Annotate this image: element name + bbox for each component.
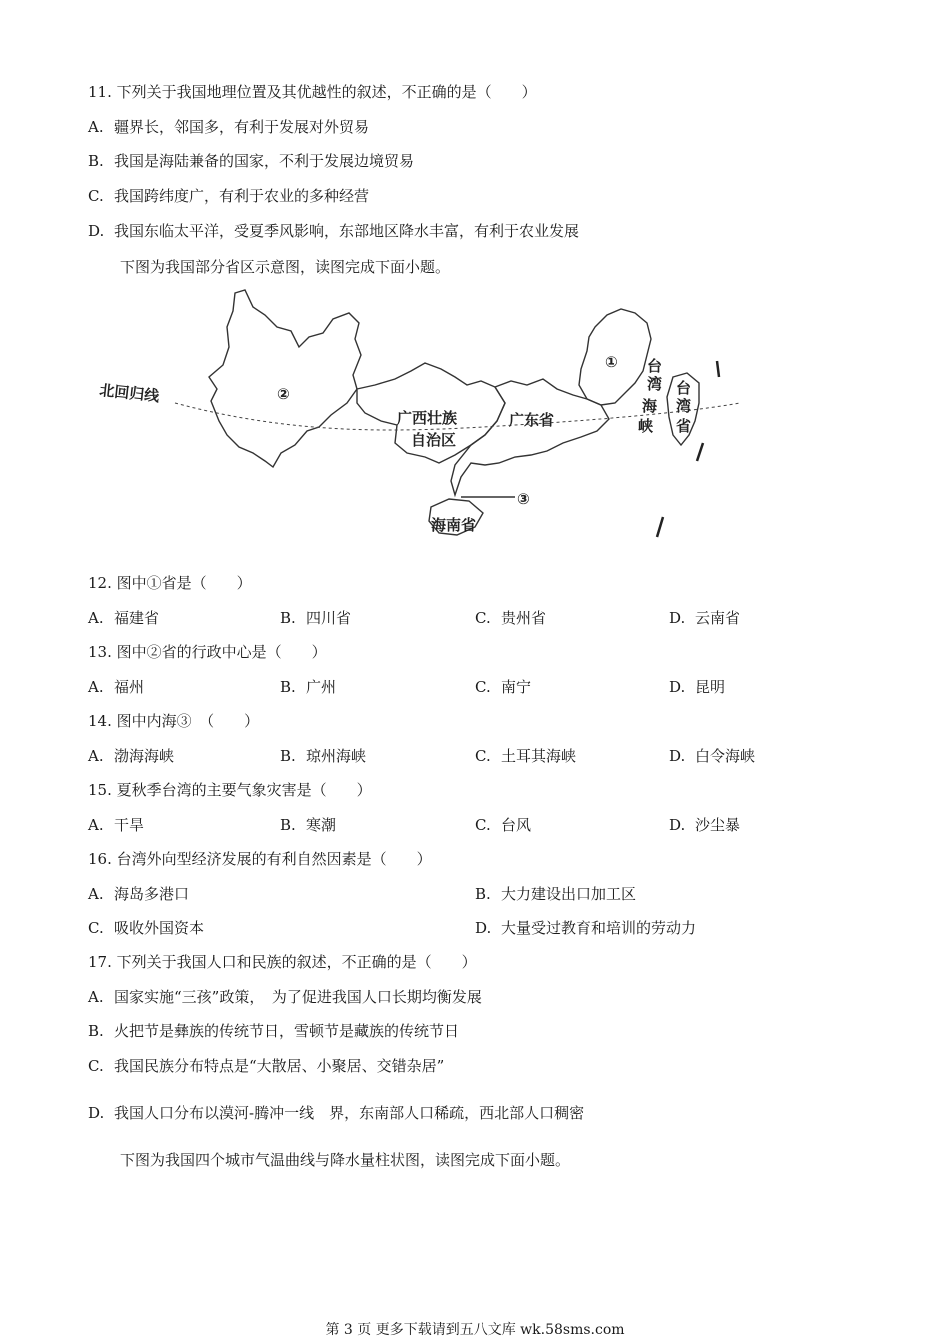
q12-option-b: B. 四川省 xyxy=(280,609,352,627)
q13-option-c: C. 南宁 xyxy=(475,678,532,696)
svg-text:省: 省 xyxy=(676,417,692,435)
guangxi-label-1: 广西壮族 xyxy=(397,409,458,427)
svg-text:台: 台 xyxy=(647,357,663,375)
q12-stem: 12. 图中①省是（ ） xyxy=(88,574,252,592)
marker-3-label: ③ xyxy=(517,490,530,508)
q11-stem: 11. 下列关于我国地理位置及其优越性的叙述，不正确的是（ ） xyxy=(88,83,537,101)
q15-option-b: B. 寒潮 xyxy=(280,816,337,834)
province-2-label: ② xyxy=(277,385,290,403)
svg-text:湾: 湾 xyxy=(676,397,692,415)
map-intro: 下图为我国部分省区示意图，读图完成下面小题。 xyxy=(120,258,451,276)
guangdong-label: 广东省 xyxy=(509,411,555,429)
q12-option-a: A. 福建省 xyxy=(88,609,160,627)
province-2-outline xyxy=(209,290,361,467)
q11-option-c: C. 我国跨纬度广，有利于农业的多种经营 xyxy=(88,187,370,205)
q17-option-c: C. 我国民族分布特点是“大散居、小聚居、交错杂居” xyxy=(88,1057,445,1075)
island-mark-2 xyxy=(697,443,703,461)
q12-option-d: D. 云南省 xyxy=(669,609,741,627)
island-mark-3 xyxy=(657,517,663,537)
taiwan-strait-label xyxy=(638,357,662,435)
guangxi-label-2: 自治区 xyxy=(411,431,457,449)
q13-stem: 13. 图中②省的行政中心是（ ） xyxy=(88,643,327,661)
q16-option-d: D. 大量受过教育和培训的劳动力 xyxy=(475,919,697,937)
q16-stem: 16. 台湾外向型经济发展的有利自然因素是（ ） xyxy=(88,850,432,868)
q14-option-d: D. 白令海峡 xyxy=(669,747,756,765)
island-mark-1 xyxy=(717,361,719,377)
q13-option-a: A. 福州 xyxy=(88,678,145,696)
q17-option-b: B. 火把节是彝族的传统节日，雪顿节是藏族的传统节日 xyxy=(88,1022,460,1040)
q12-option-c: C. 贵州省 xyxy=(475,609,547,627)
q15-option-a: A. 干旱 xyxy=(88,816,145,834)
q15-option-d: D. 沙尘暴 xyxy=(669,816,741,834)
svg-text:湾: 湾 xyxy=(647,375,663,393)
q13-option-b: B. 广州 xyxy=(280,678,337,696)
q14-stem: 14. 图中内海③ （ ） xyxy=(88,712,260,730)
q17-option-a: A. 国家实施“三孩”政策， 为了促进我国人口长期均衡发展 xyxy=(88,988,482,1006)
q17-stem: 17. 下列关于我国人口和民族的叙述，不正确的是（ ） xyxy=(88,953,477,971)
q16-option-b: B. 大力建设出口加工区 xyxy=(475,885,637,903)
q13-option-d: D. 昆明 xyxy=(669,678,726,696)
q16-option-c: C. 吸收外国资本 xyxy=(88,919,205,937)
q11-option-b: B. 我国是海陆兼备的国家，不利于发展边境贸易 xyxy=(88,152,415,170)
chart-intro: 下图为我国四个城市气温曲线与降水量柱状图，读图完成下面小题。 xyxy=(120,1151,571,1169)
q15-option-c: C. 台风 xyxy=(475,816,532,834)
taiwan-province-label xyxy=(676,379,691,435)
q14-option-c: C. 土耳其海峡 xyxy=(475,747,577,765)
svg-text:台: 台 xyxy=(676,379,692,397)
page-footer: 第 3 页 更多下载请到五八文库 wk.58sms.com xyxy=(325,1322,625,1338)
q17-option-d: D. 我国人口分布以漠河-腾冲一线 界，东南部人口稀疏，西北部人口稠密 xyxy=(88,1104,585,1122)
tropic-label: 北回归线 xyxy=(98,381,161,406)
q15-stem: 15. 夏秋季台湾的主要气象灾害是（ ） xyxy=(88,781,372,799)
hainan-label: 海南省 xyxy=(431,516,477,534)
q14-option-a: A. 渤海海峡 xyxy=(88,747,175,765)
svg-text:峡: 峡 xyxy=(638,417,654,435)
province-1-label: ① xyxy=(605,353,618,371)
svg-text:海: 海 xyxy=(642,397,658,415)
q11-option-d: D. 我国东临太平洋，受夏季风影响，东部地区降水丰富，有利于农业发展 xyxy=(88,222,580,240)
q16-option-a: A. 海岛多港口 xyxy=(88,885,190,903)
province-map-figure xyxy=(95,285,755,550)
q11-option-a: A. 疆界长，邻国多，有利于发展对外贸易 xyxy=(88,118,370,136)
q14-option-b: B. 琼州海峡 xyxy=(280,747,367,765)
